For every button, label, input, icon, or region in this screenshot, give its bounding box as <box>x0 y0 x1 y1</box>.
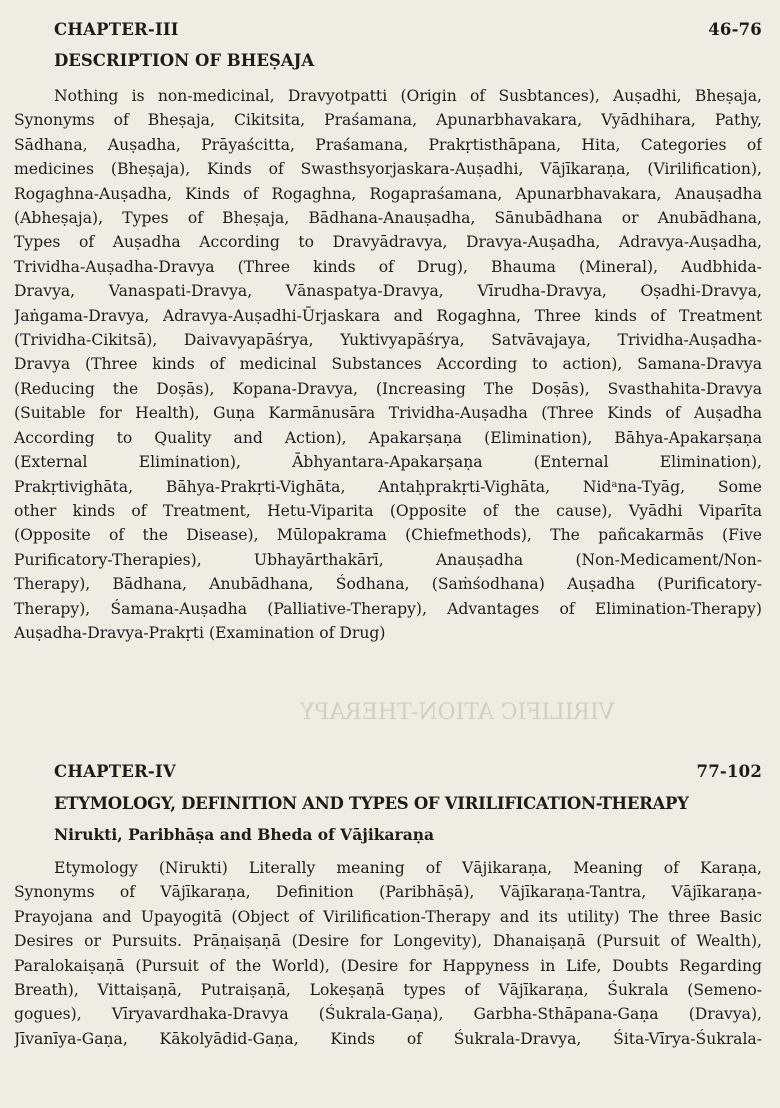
chapter-3-pages: 46-76 <box>708 20 762 39</box>
bleed-through-decoration: VIRILIFIC ATION-THERAPY <box>300 700 615 725</box>
text-line: Therapy), Bādhana, Anubādhana, Śodhana, (Saṁśodhana) Auṣadha (Purificatory- <box>14 575 762 594</box>
text-line: (Reducing the Doṣās), Kopana-Dravya, (Increasing The Doṣās), Svasthahita-Dravya <box>14 379 762 398</box>
text-line: (Suitable for Health), Guṇa Karmānusāra Trividha-Auṣadha (Three Kinds of Auṣadha <box>14 404 762 423</box>
text-line: Breath), Vittaiṣaṇā, Putraiṣaṇā, Lokeṣaṇā types of Vājīkaraṇa, Śukrala (Semeno- <box>14 981 762 1000</box>
chapter-4-subtitle: ETYMOLOGY, DEFINITION AND TYPES OF VIRILIFICATION-THERAPY <box>54 794 689 813</box>
text-line: Nothing is non-medicinal, Dravyotpatti (Origin of Susbtances), Auṣadhi, Bheṣaja, <box>54 87 762 105</box>
text-line: Synonyms of Bheṣaja, Cikitsita, Praśamana, Apunarbhavakara, Vyādhihara, Pathy, <box>14 111 762 130</box>
chapter-4-title: CHAPTER-IV <box>54 762 176 781</box>
chapter-3-header <box>54 20 762 39</box>
text-line: (Opposite of the Disease), Mūlopakrama (Chiefmethods), The pañcakarmās (Five <box>14 526 762 545</box>
chapter-3-contents <box>14 84 762 645</box>
text-line: Prakṛtivighāta, Bāhya-Prakṛti-Vighāta, Antaḥprakṛti-Vighāta, Nidᵃna-Tyāg, Some <box>14 477 762 496</box>
text-line: Sādhana, Auṣadha, Prāyaścitta, Praśamana, Prakṛtisthāpana, Hita, Categories of <box>14 135 762 154</box>
text-line: Dravya (Three kinds of medicinal Substances According to action), Samana-Dravya <box>14 355 762 374</box>
text-line: gogues), Vīryavardhaka-Dravya (Śukrala-Gaṇa), Garbha-Sthāpana-Gaṇa (Dravya), <box>14 1005 762 1024</box>
text-line: Etymology (Nirukti) Literally meaning of Vājikaraṇa, Meaning of Karaṇa, <box>54 859 762 877</box>
chapter-3-title: CHAPTER-III <box>54 20 179 39</box>
text-line: Paralokaiṣaṇā (Pursuit of the World), (Desire for Happyness in Life, Doubts Regarding <box>14 956 762 975</box>
chapter-3-subtitle: DESCRIPTION OF BHEṢAJA <box>54 51 315 70</box>
text-line: Therapy), Śamana-Auṣadha (Palliative-Therapy), Advantages of Elimination-Therapy) <box>14 599 762 618</box>
text-line: Jaṅgama-Dravya, Adravya-Auṣadhi-Ūrjaskara and Rogaghna, Three kinds of Treatment <box>14 306 762 325</box>
text-line: Prayojana and Upayogitā (Object of Virilification-Therapy and its utility) The three Basic <box>14 907 762 926</box>
text-line: Dravya, Vanaspati-Dravya, Vānaspatya-Dravya, Vīrudha-Dravya, Oṣadhi-Dravya, <box>14 282 762 301</box>
text-line: Types of Auṣadha According to Dravyādravya, Dravya-Auṣadha, Adravya-Auṣadha, <box>14 233 762 252</box>
text-line: Desires or Pursuits. Prāṇaiṣaṇā (Desire for Longevity), Dhanaiṣaṇā (Pursuit of Wealth), <box>14 932 762 951</box>
text-line: (External Elimination), Ābhyantara-Apakarṣaṇa (Enternal Elimination), <box>14 453 762 472</box>
text-line: (Trividha-Cikitsā), Daivavyapāśrya, Yuktivyapāśrya, Satvāvajaya, Trividha-Auṣadha- <box>14 331 762 350</box>
text-line: Synonyms of Vājīkaraṇa, Definition (Paribhāṣā), Vājīkaraṇa-Tantra, Vājīkaraṇa- <box>14 883 762 902</box>
text-line: (Abheṣaja), Types of Bheṣaja, Bādhana-Anauṣadha, Sānubādhana or Anubādhana, <box>14 209 762 228</box>
text-line: Rogaghna-Auṣadha, Kinds of Rogaghna, Rogapraśamana, Apunarbhavakara, Anauṣadha <box>14 184 762 203</box>
text-line: Auṣadha-Dravya-Prakṛti (Examination of Drug) <box>14 623 386 642</box>
text-line: Jīvanīya-Gaṇa, Kākolyādid-Gaṇa, Kinds of Śukrala-Dravya, Śita-Vīrya-Śukrala- <box>14 1029 762 1048</box>
chapter-4-contents <box>14 856 762 1051</box>
text-line: Purificatory-Therapies), Ubhayārthakārī, Anauṣadha (Non-Medicament/Non- <box>14 550 762 569</box>
chapter-4-subsubtitle: Nirukti, Paribhāṣa and Bheda of Vājikaraṇa <box>54 825 435 844</box>
chapter-4-pages: 77-102 <box>696 762 762 781</box>
text-line: medicines (Bheṣaja), Kinds of Swasthsyorjaskara-Auṣadhi, Vājīkaraṇa, (Virilification), <box>14 160 762 179</box>
text-line: According to Quality and Action), Apakarṣaṇa (Elimination), Bāhya-Apakarṣaṇa <box>14 428 762 447</box>
text-line: other kinds of Treatment, Hetu-Viparita (Opposite of the cause), Vyādhi Viparīta <box>14 501 762 520</box>
text-line: Trividha-Auṣadha-Dravya (Three kinds of Drug), Bhauma (Mineral), Audbhida- <box>14 257 762 276</box>
chapter-4-header <box>54 762 762 781</box>
